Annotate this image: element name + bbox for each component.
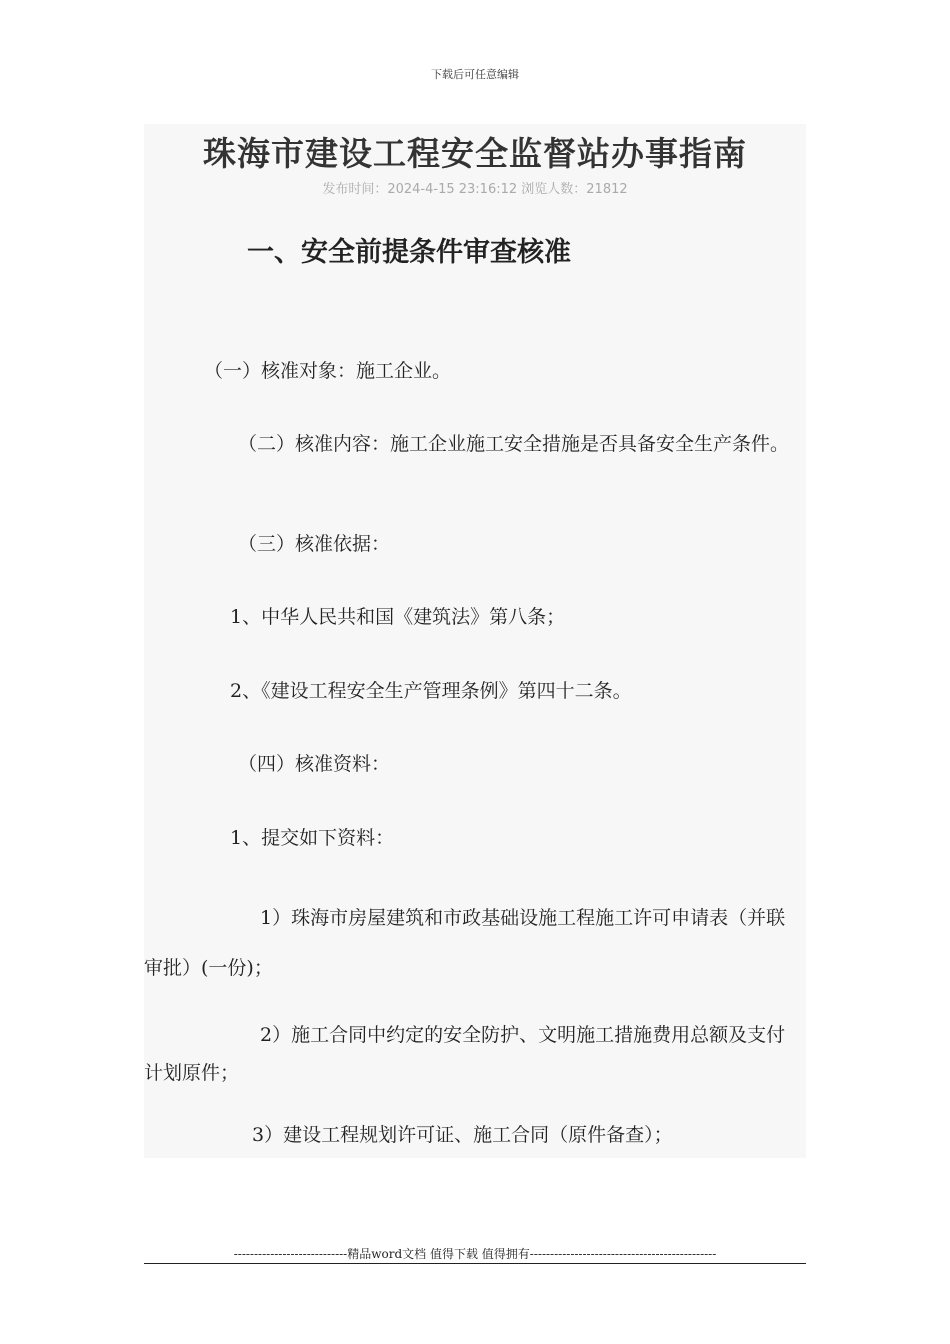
publish-meta: 发布时间：2024-4-15 23:16:12 浏览人数：21812 bbox=[322, 182, 628, 197]
list-item-material-1: 1）珠海市房屋建筑和市政基础设施工程施工许可申请表（并联审批）(一份)； bbox=[144, 907, 786, 979]
footer-note: ----------------------------精品word文档 值得下载 值得拥有---------------------------------------------- bbox=[233, 1247, 717, 1261]
list-item-submit: 1、提交如下资料： bbox=[230, 827, 395, 849]
paragraph-basis: （三）核准依据： bbox=[238, 533, 391, 555]
list-item-material-3: 3）建设工程规划许可证、施工合同（原件备查）； bbox=[252, 1124, 673, 1146]
paragraph-content: （二）核准内容：施工企业施工安全措施是否具备安全生产条件。 bbox=[238, 433, 790, 455]
footer-divider bbox=[144, 1263, 806, 1264]
list-item-law-1: 1、中华人民共和国《建筑法》第八条； bbox=[230, 606, 566, 628]
paragraph-materials: （四）核准资料： bbox=[238, 753, 391, 775]
list-item-law-2: 2、《建设工程安全生产管理条例》第四十二条。 bbox=[230, 680, 632, 702]
header-note: 下载后可任意编辑 bbox=[431, 68, 519, 81]
article-panel bbox=[144, 124, 806, 1158]
page-title: 珠海市建设工程安全监督站办事指南 bbox=[203, 134, 747, 173]
section-heading: 一、安全前提条件审查核准 bbox=[247, 237, 571, 268]
list-item-material-2: 2）施工合同中约定的安全防护、文明施工措施费用总额及支付计划原件； bbox=[144, 1024, 786, 1084]
paragraph-target: （一）核准对象：施工企业。 bbox=[204, 360, 452, 382]
